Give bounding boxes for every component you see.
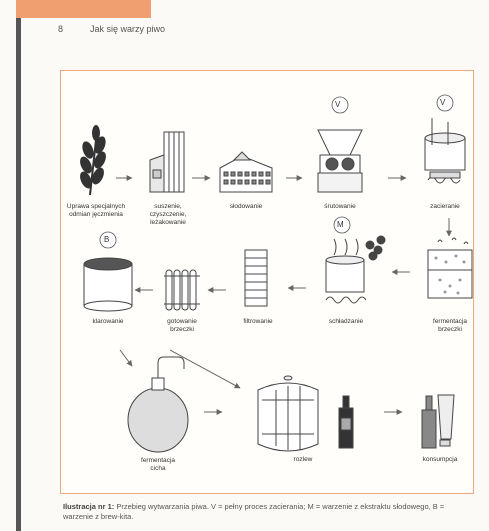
fermentation-tank-icon	[428, 238, 472, 298]
cooling-pot-icon	[326, 236, 385, 303]
caption-label: Ilustracja nr 1:	[63, 502, 115, 511]
label-drying-line1: suszenie,	[154, 203, 182, 210]
label-boiling-line2: brzeczki	[170, 326, 194, 333]
badge-mashing: V	[440, 98, 446, 107]
caption-text: Przebieg wytwarzania piwa. V = pełny proces zacierania; M = warzenie z ekstraktu słodowego, B = warzenie z brew-kita.	[63, 502, 445, 521]
label-mashing: zacieranie	[430, 203, 460, 210]
consumption-icon	[422, 395, 454, 448]
page-number: 8	[58, 24, 64, 34]
label-fermentation-wort-line1: fermentacja	[433, 318, 467, 325]
silo-icon	[150, 132, 184, 192]
mill-icon	[318, 130, 362, 192]
badge-clarifying: B	[104, 235, 110, 244]
label-bottling: rozlew	[293, 456, 313, 463]
badge-cooling: M	[337, 220, 344, 229]
clarifying-vat-icon	[84, 258, 132, 311]
carboy-icon	[128, 357, 188, 452]
label-cultivation	[64, 203, 128, 219]
label-fermentation-wort	[422, 318, 478, 334]
label-cultivation-line1: Uprawa specjalnych	[66, 203, 126, 210]
barrel-bottle-icon	[258, 376, 353, 451]
figure-caption	[63, 502, 475, 522]
label-drying-line2: czyszczenie,	[149, 211, 187, 218]
badge-milling: V	[335, 100, 341, 109]
label-clarifying: klarowanie	[92, 318, 124, 325]
mash-tun-icon	[425, 118, 465, 183]
label-boiling-line1: gotowanie	[167, 318, 197, 325]
label-cultivation-line2: odmian jęczmienia	[69, 211, 123, 218]
label-cooling: schładzanie	[328, 318, 364, 325]
label-quiet-fermentation-line1: fermentacja	[141, 457, 175, 464]
label-filtering: filtrowanie	[243, 318, 273, 325]
label-boiling	[155, 318, 209, 334]
malthouse-icon	[220, 152, 272, 192]
label-drying-line3: leżakowanie	[150, 219, 186, 226]
label-drying	[142, 203, 194, 227]
label-milling: śrutowanie	[324, 203, 356, 210]
label-malting: słodowanie	[229, 203, 263, 210]
label-fermentation-wort-line2: brzeczki	[438, 326, 462, 333]
label-quiet-fermentation-line2: cicha	[150, 465, 166, 472]
running-title: Jak się warzy piwo	[90, 24, 166, 34]
boiling-radiator-icon	[164, 270, 200, 310]
barley-icon	[78, 125, 109, 195]
label-quiet-fermentation	[130, 457, 186, 473]
filter-icon	[245, 250, 267, 306]
label-consumption: konsumpcja	[422, 456, 458, 463]
